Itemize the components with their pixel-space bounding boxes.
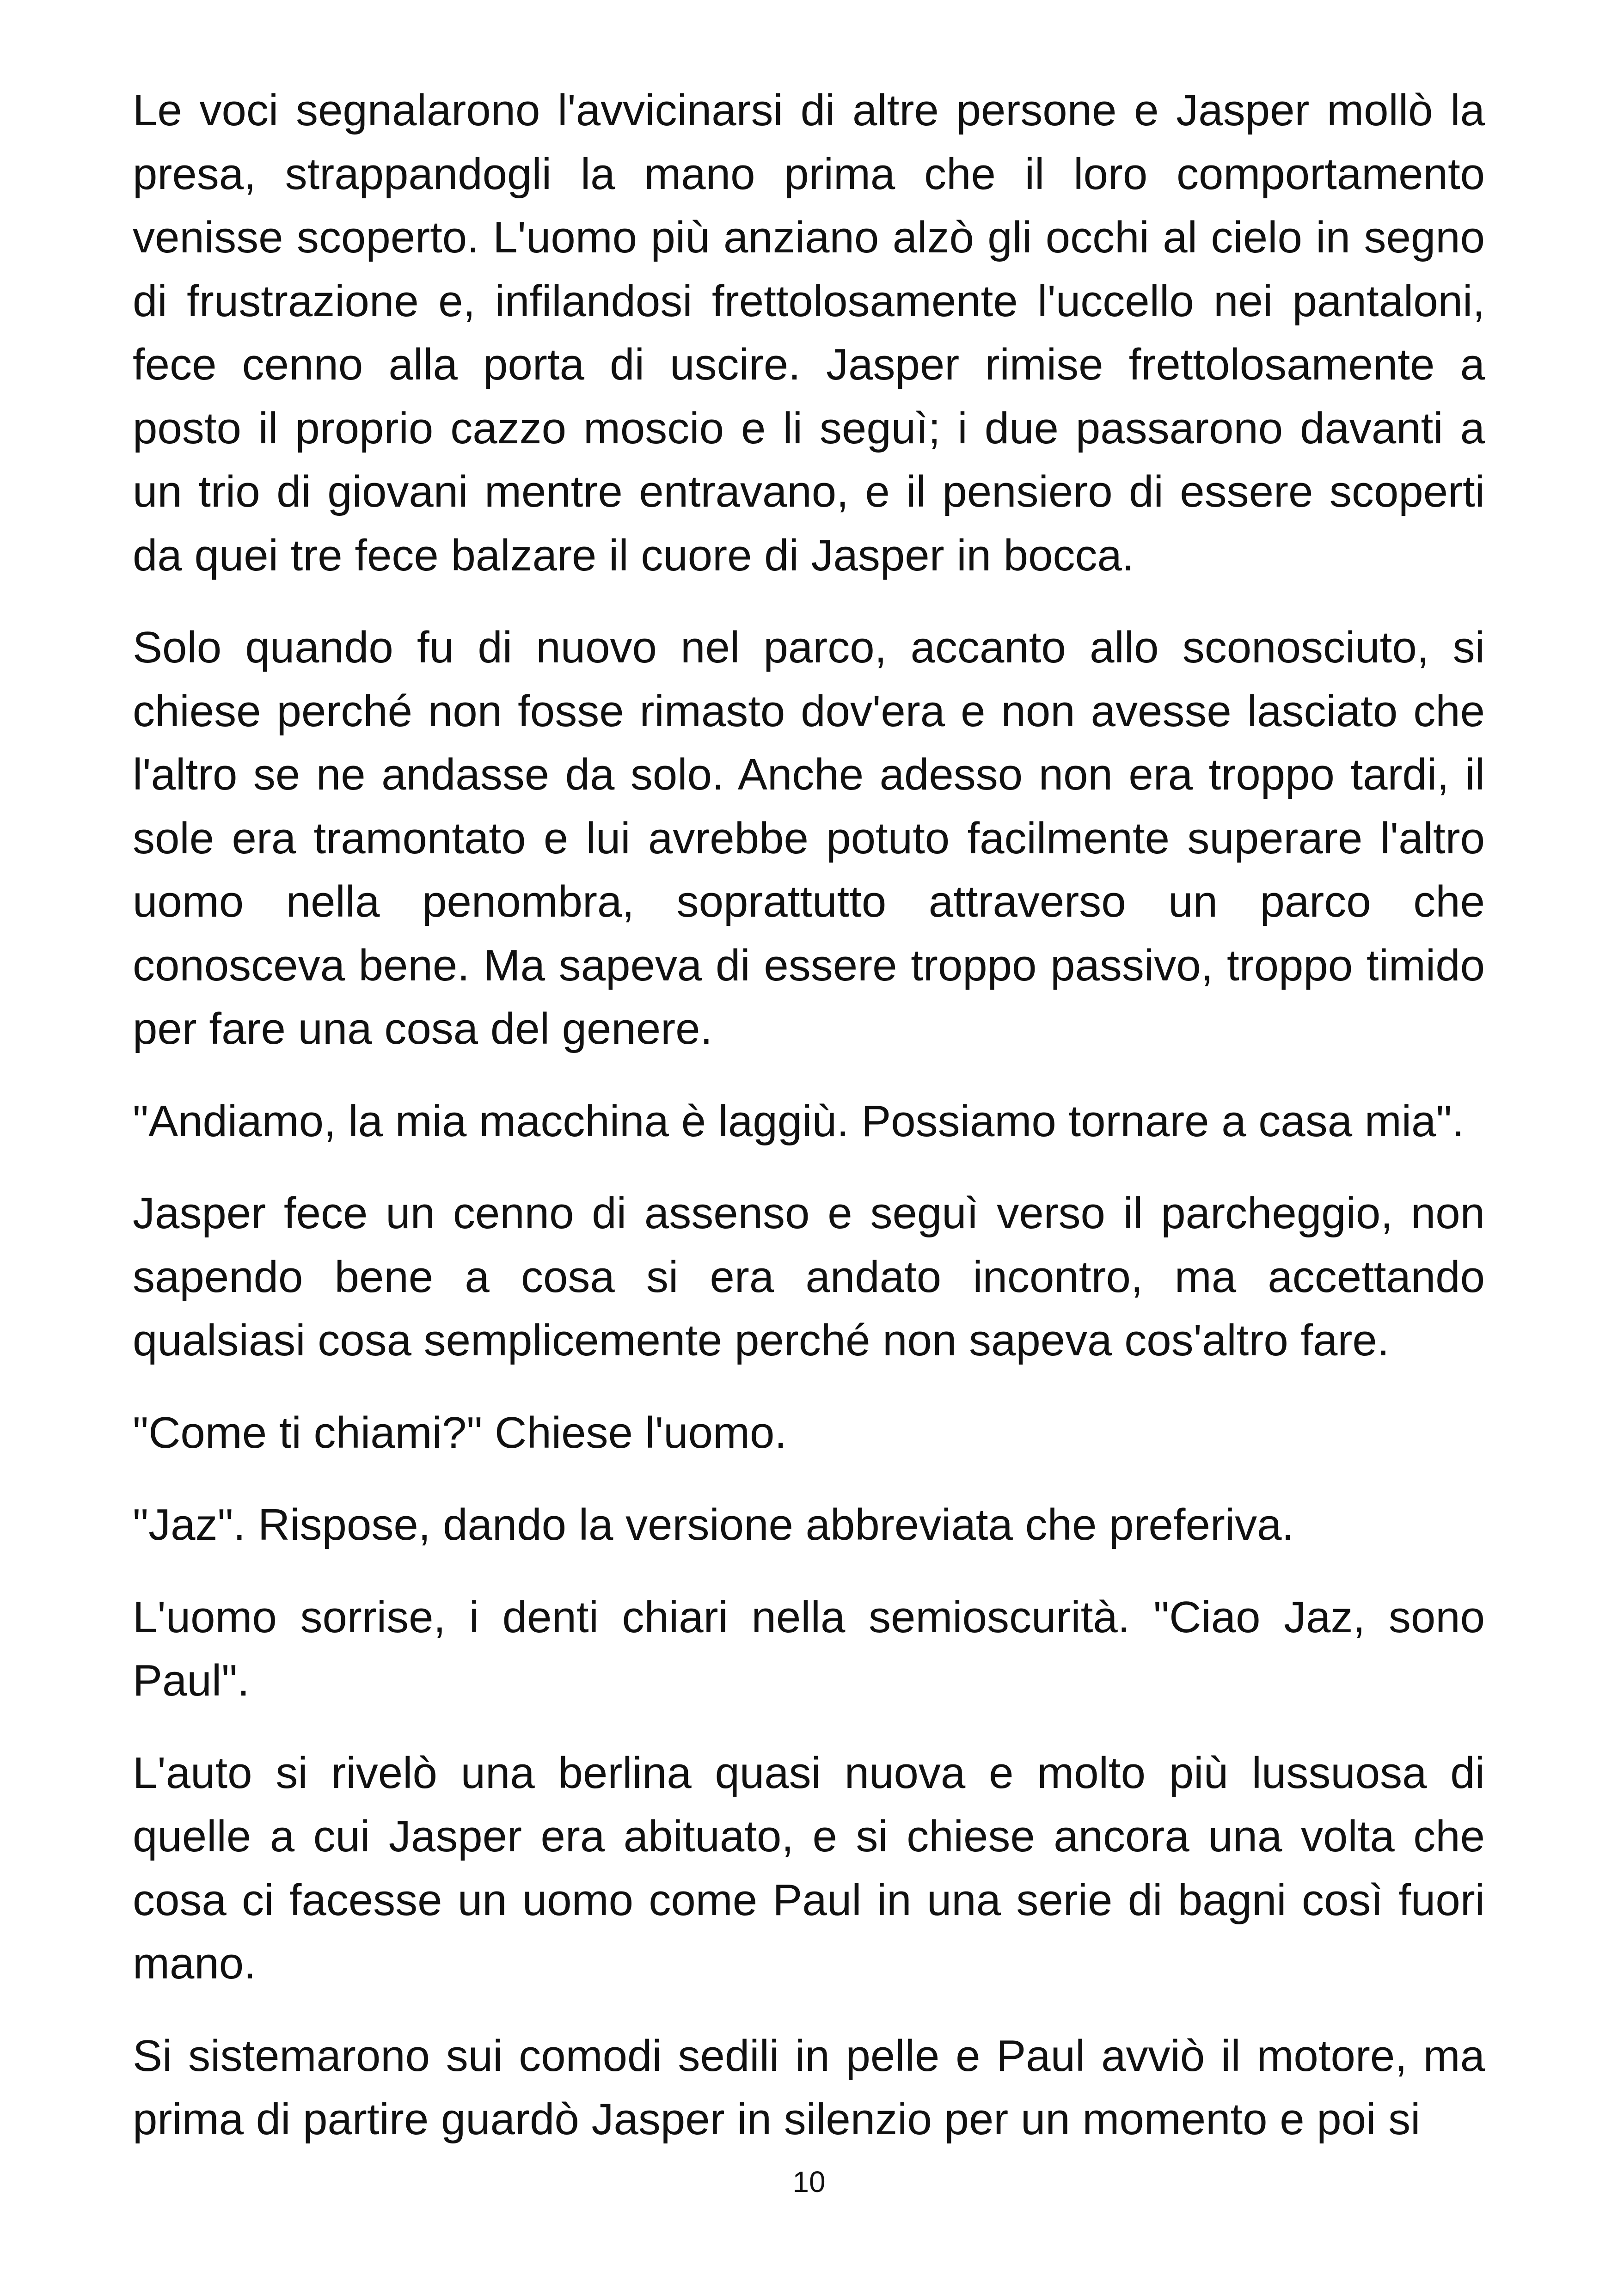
paragraph: Le voci segnalarono l'avvicinarsi di altre persone e Jasper mollò la presa, strappandogli la mano prima che il loro comportamento venisse scoperto. L'uomo più anziano alzò gli occhi al cielo in segno di frustrazione e, infilandosi frettolosamente l'uccello nei pantaloni, fece cenno alla porta di uscire. Jasper rimise frettolosamente a posto il proprio cazzo moscio e li seguì; i due passarono davanti a un trio di giovani mentre entravano, e il pensiero di essere scoperti da quei tre fece balzare il cuore di Jasper in bocca. <box>133 86 1485 580</box>
paragraph: L'uomo sorrise, i denti chiari nella semioscurità. "Ciao Jaz, sono Paul". <box>133 1592 1485 1705</box>
paragraph: Jasper fece un cenno di assenso e seguì verso il parcheggio, non sapendo bene a cosa si era andato incontro, ma accettando qualsiasi cosa semplicemente perché non sapeva cos'altro fare. <box>133 1188 1485 1365</box>
paragraph: "Jaz". Rispose, dando la versione abbreviata che preferiva. <box>133 1500 1294 1549</box>
paragraph: Solo quando fu di nuovo nel parco, accanto allo sconosciuto, si chiese perché non fosse rimasto dov'era e non avesse lasciato che l'altro se ne andasse da solo. Anche adesso non era troppo tardi, il sole era tramontato e lui avrebbe potuto facilmente superare l'altro uomo nella penombra, soprattutto attraverso un parco che conosceva bene. Ma sapeva di essere troppo passivo, troppo timido per fare una cosa del genere. <box>133 623 1485 1053</box>
page-body <box>133 79 1485 2180</box>
page-number: 10 <box>792 2165 826 2198</box>
paragraph: L'auto si rivelò una berlina quasi nuova e molto più lussuosa di quelle a cui Jasper era abituato, e si chiese ancora una volta che cosa ci facesse un uomo come Paul in una serie di bagni così fuori mano. <box>133 1748 1485 1988</box>
paragraph: "Andiamo, la mia macchina è laggiù. Possiamo tornare a casa mia". <box>133 1096 1465 1146</box>
paragraph: Si sistemarono sui comodi sedili in pelle e Paul avviò il motore, ma prima di partire guardò Jasper in silenzio per un momento e poi si <box>133 2031 1485 2144</box>
paragraph: "Come ti chiami?" Chiese l'uomo. <box>133 1408 787 1457</box>
